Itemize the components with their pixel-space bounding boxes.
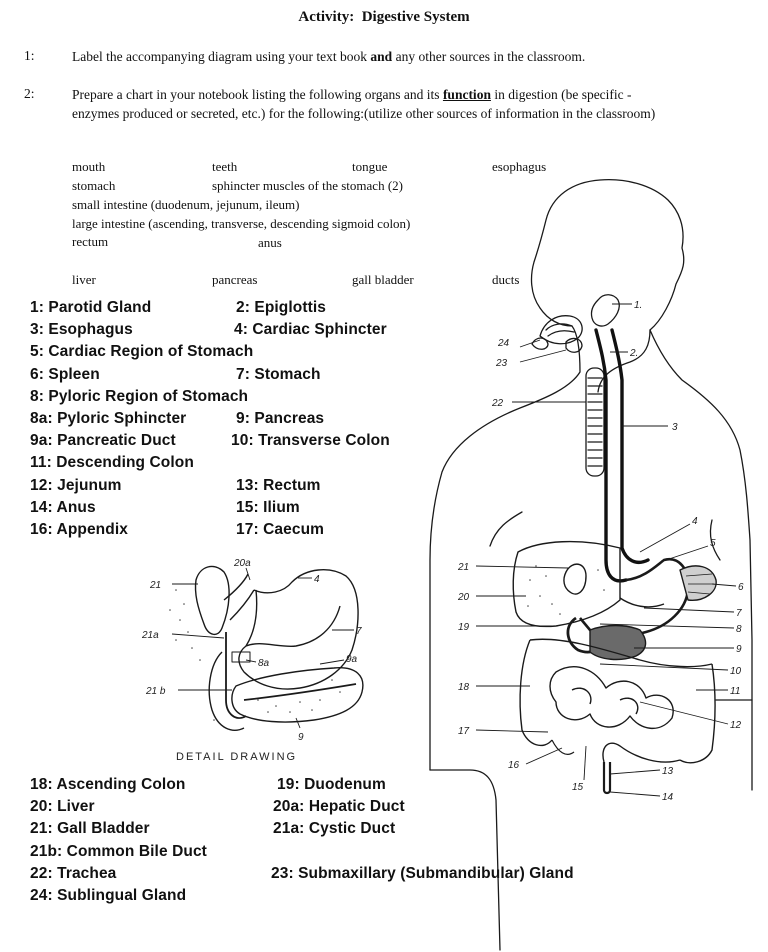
label-item: 16: Appendix	[30, 521, 128, 538]
label-item: 7: Stomach	[236, 366, 321, 383]
ascending-colon	[520, 640, 552, 745]
tick-label: 9	[736, 644, 742, 655]
tick-label: 24	[498, 338, 510, 349]
detail-tick-label: 21 b	[146, 686, 166, 697]
organ-item: sphincter muscles of the stomach (2)	[212, 178, 403, 193]
detail-tick-label: 20a	[234, 558, 251, 569]
label-item: 2: Epiglottis	[236, 299, 326, 316]
small-intestine	[550, 667, 673, 729]
tick-label: 11	[730, 686, 741, 697]
organ-item: rectum	[72, 234, 109, 249]
detail-gall-bladder	[195, 566, 229, 634]
tick-label: 19	[458, 622, 470, 633]
tick-label: 12	[730, 720, 742, 731]
label-item: 19: Duodenum	[277, 776, 386, 793]
instruction-1-number: 1:	[24, 48, 35, 63]
tick-label: 17	[458, 726, 470, 737]
detail-tick-label: 21	[150, 580, 162, 591]
label-item: 12: Jejunum	[30, 477, 122, 494]
organ-item: teeth	[212, 159, 238, 174]
label-item: 11: Descending Colon	[30, 454, 194, 471]
detail-tick-label: 21a	[142, 630, 159, 641]
organ-item: anus	[258, 235, 282, 250]
trachea	[586, 368, 604, 476]
label-item: 17: Caecum	[236, 521, 325, 538]
label-item: 9: Pancreas	[236, 410, 325, 427]
pancreas	[590, 626, 646, 660]
gall-bladder	[564, 564, 586, 594]
tick-label: 2.	[630, 348, 639, 359]
label-item: 1: Parotid Gland	[30, 299, 152, 316]
label-item: 8a: Pyloric Sphincter	[30, 410, 187, 427]
stomach	[580, 559, 688, 635]
title-prefix: Activity:	[298, 9, 355, 25]
label-item: 20: Liver	[30, 798, 95, 815]
detail-stipple	[169, 589, 341, 721]
tick-label: 8	[736, 624, 742, 635]
tick-label: 13	[662, 766, 674, 777]
label-item: 10: Transverse Colon	[231, 432, 390, 449]
instruction-2-bold: function	[442, 87, 491, 102]
tick-label: 15	[572, 782, 584, 793]
organ-item: pancreas	[212, 272, 258, 287]
label-item: 14: Anus	[30, 499, 96, 516]
label-item: 4: Cardiac Sphincter	[234, 321, 387, 338]
detail-tick-label: 4	[314, 574, 320, 585]
label-item: 15: Ilium	[236, 499, 300, 516]
detail-tick-label: 9a	[346, 654, 358, 665]
organ-item: mouth	[72, 159, 106, 174]
tick-label: 1.	[634, 300, 643, 311]
label-item: 9a: Pancreatic Duct	[30, 432, 176, 449]
organ-item: esophagus	[492, 159, 547, 174]
label-item: 23: Submaxillary (Submandibular) Gland	[271, 865, 574, 882]
instruction-1-text-a: Label the accompanying diagram using your text book	[72, 49, 371, 64]
detail-duct	[226, 632, 246, 718]
label-item: 21: Gall Bladder	[30, 820, 150, 837]
label-item: 24: Sublingual Gland	[30, 887, 187, 904]
body-outline-lower	[430, 770, 500, 950]
label-item: 21b: Common Bile Duct	[30, 843, 207, 860]
label-item: 18: Ascending Colon	[30, 776, 186, 793]
instruction-2-number: 2:	[24, 86, 35, 101]
label-item: 6: Spleen	[30, 366, 100, 383]
organ-item: gall bladder	[352, 272, 414, 287]
label-item: 20a: Hepatic Duct	[273, 798, 405, 815]
organ-item: stomach	[72, 178, 116, 193]
detail-tick-label: 9	[298, 732, 304, 743]
detail-drawing	[195, 566, 362, 730]
tick-label: 4	[692, 516, 698, 527]
detail-pancreas	[232, 668, 363, 722]
liver	[513, 542, 620, 627]
tick-label: 7	[736, 608, 742, 619]
sigmoid-colon	[603, 743, 680, 762]
tick-label: 22	[492, 398, 504, 409]
organ-item: large intestine (ascending, transverse, descending sigmoid colon)	[72, 216, 411, 231]
parotid-gland	[591, 295, 619, 326]
organ-item: ducts	[492, 272, 520, 287]
instruction-1-bold: and	[370, 49, 393, 64]
label-item: 5: Cardiac Region of Stomach	[30, 343, 254, 360]
rectum	[604, 762, 610, 793]
detail-caption: DETAIL DRAWING	[176, 751, 298, 763]
label-item: 13: Rectum	[236, 477, 321, 494]
detail-tick-label: 8a	[258, 658, 270, 669]
organ-item: small intestine (duodenum, jejunum, ileum)	[72, 197, 300, 212]
label-item: 21a: Cystic Duct	[273, 820, 396, 837]
tick-label: 21	[458, 562, 470, 573]
tick-label: 10	[730, 666, 742, 677]
shoulder-fold	[490, 512, 522, 546]
tick-label: 5	[710, 538, 716, 549]
tick-label: 20	[458, 592, 470, 603]
label-item: 3: Esophagus	[30, 321, 133, 338]
appendix	[552, 740, 574, 754]
detail-tick-label: 7	[356, 626, 362, 637]
instruction-2-text-b: in digestion (be specific - enzymes produced or secreted, etc.) for the following:(utilize other sources of information in the classroom)	[72, 87, 656, 121]
spleen	[680, 566, 716, 600]
organ-item: liver	[72, 272, 96, 287]
tick-label: 16	[508, 760, 520, 771]
instruction-2-text-a: Prepare a chart in your notebook listing the following organs and its	[72, 87, 443, 102]
sublingual-gland	[532, 338, 548, 349]
tick-label: 14	[662, 792, 674, 803]
instruction-1-text-b: any other sources in the classroom.	[392, 49, 586, 64]
label-item: 22: Trachea	[30, 865, 117, 882]
title-main: Digestive System	[361, 9, 470, 25]
organ-item: tongue	[352, 159, 388, 174]
tick-label: 6	[738, 582, 744, 593]
tick-label: 23	[496, 358, 508, 369]
tick-label: 3	[672, 422, 678, 433]
label-item: 8: Pyloric Region of Stomach	[30, 388, 249, 405]
tick-label: 18	[458, 682, 470, 693]
